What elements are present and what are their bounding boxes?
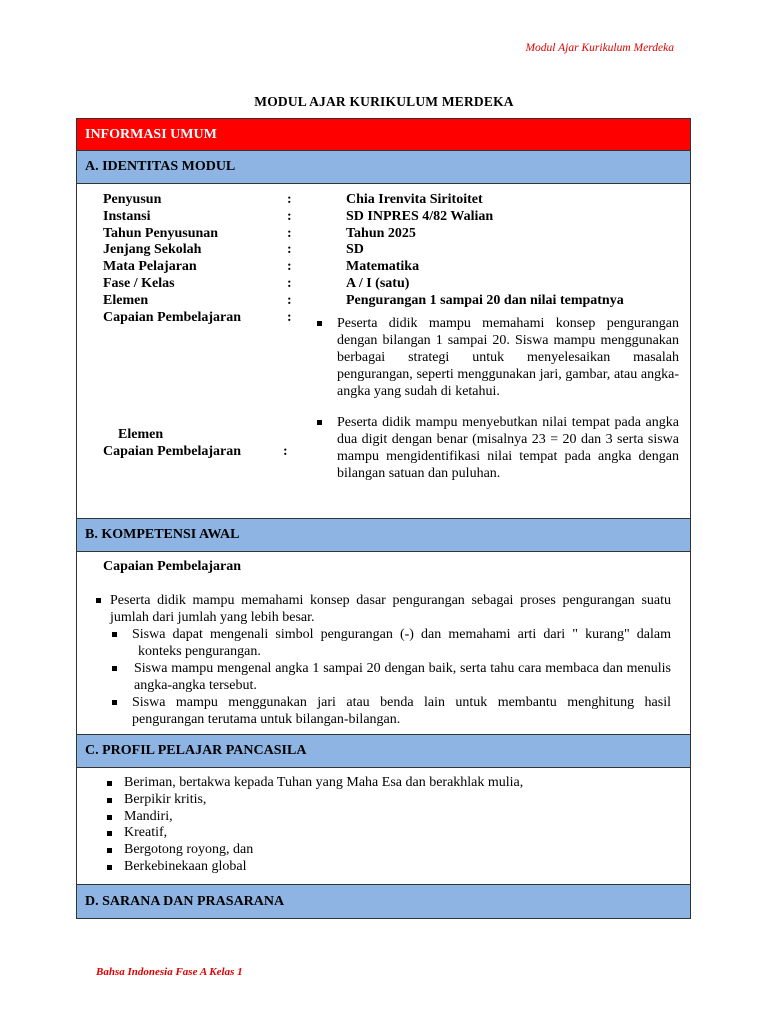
identity-label: Instansi — [103, 209, 151, 224]
list-item — [112, 694, 671, 728]
identity-row — [103, 208, 673, 225]
bullet-square-icon — [107, 798, 112, 803]
identity-label: Capaian Pembelajaran — [103, 310, 242, 325]
identity-colon: : — [287, 276, 292, 291]
list-item-text: Bergotong royong, dan — [124, 842, 254, 858]
list-item — [105, 792, 523, 809]
list-item — [112, 660, 671, 694]
list-item — [105, 775, 523, 792]
bullet-square-icon — [107, 781, 112, 786]
identity-label: Penyusun — [103, 192, 162, 207]
module-table — [76, 118, 691, 919]
running-header: Modul Ajar Kurikulum Merdeka — [525, 42, 674, 54]
capaian-bullet-1 — [317, 315, 679, 400]
list-item-text: Siswa mampu menggunakan jari atau benda lain untuk membantu menghitung hasil pengurangan terutama untuk bilangan-bilangan. — [132, 695, 671, 727]
identity-row — [103, 292, 673, 309]
identity-value: Pengurangan 1 sampai 20 dan nilai tempatnya — [346, 293, 624, 308]
section-kompetensi-awal: B. KOMPETENSI AWAL — [77, 519, 690, 552]
running-footer: Bahsa Indonesia Fase A Kelas 1 — [96, 966, 243, 978]
elemen-2-label: Elemen — [118, 427, 164, 442]
identity-colon: : — [287, 310, 292, 325]
list-item — [105, 825, 523, 842]
bullet-square-icon — [317, 420, 322, 425]
section-identitas-modul: A. IDENTITAS MODUL — [77, 151, 690, 184]
section-informasi-umum: INFORMASI UMUM — [77, 119, 690, 151]
list-item-text: Mandiri, — [124, 808, 173, 824]
profil-list — [105, 775, 523, 876]
profil-pelajar-body — [77, 768, 690, 885]
kompetensi-awal-body — [77, 552, 690, 735]
bullet-square-icon — [112, 700, 117, 705]
capaian-bullet-2 — [317, 414, 679, 482]
bullet-square-icon — [112, 632, 117, 637]
capaian-text-2: Peserta didik mampu menyebutkan nilai tempat pada angka dua digit dengan benar (misalnya 23 = 20 dan 3 serta siswa mampu mengidentifikasi nilai tempat pada angka dengan bilangan satuan dan puluhan. — [337, 415, 679, 481]
identity-colon: : — [283, 444, 288, 459]
identity-colon: : — [287, 293, 292, 308]
list-item-text: Kreatif, — [124, 825, 168, 841]
list-item-text: Peserta didik mampu memahami konsep dasar pengurangan sebagai proses pengurangan suatu jumlah dari jumlah yang lebih besar. — [110, 593, 671, 625]
identity-row — [103, 191, 673, 208]
identitas-modul-body — [77, 184, 690, 519]
identity-colon: : — [287, 192, 292, 207]
identity-label: Mata Pelajaran — [103, 259, 197, 274]
list-item — [112, 626, 671, 660]
kompetensi-label: Capaian Pembelajaran — [103, 559, 242, 574]
identity-row — [103, 241, 673, 258]
identity-value: SD — [346, 242, 364, 257]
bullet-square-icon — [107, 848, 112, 853]
list-item-text: Siswa mampu mengenal angka 1 sampai 20 dengan baik, serta tahu cara membaca dan menulis angka-angka tersebut. — [134, 661, 671, 693]
identity-label: Jenjang Sekolah — [103, 242, 202, 257]
list-item-text: Siswa dapat mengenali simbol pengurangan (-) dan memahami arti dari " kurang" dalam konteks pengurangan. — [132, 627, 671, 659]
bullet-square-icon — [96, 598, 101, 603]
list-item — [91, 592, 671, 626]
identity-label: Tahun Penyusunan — [103, 226, 219, 241]
bullet-square-icon — [107, 831, 112, 836]
identity-value: A / I (satu) — [346, 276, 410, 291]
bullet-square-icon — [107, 815, 112, 820]
identity-colon: : — [287, 242, 292, 257]
capaian-2-label: Capaian Pembelajaran — [103, 444, 242, 459]
identity-value: Chia Irenvita Siritoitet — [346, 192, 483, 207]
document-title: MODUL AJAR KURIKULUM MERDEKA — [254, 94, 514, 109]
list-item-text: Beriman, bertakwa kepada Tuhan yang Maha Esa dan berakhlak mulia, — [124, 775, 524, 790]
list-item-text: Berkebinekaan global — [124, 858, 247, 874]
capaian-text-1: Peserta didik mampu memahami konsep pengurangan dengan bilangan 1 sampai 20. Siswa mampu menggunakan berbagai strategi untuk menyelesaikan masalah pengurangan, seperti menggunakan jari, gambar, atau angka- angka yang sudah di ketahui. — [337, 316, 679, 399]
identity-label: Elemen — [103, 293, 149, 308]
identity-row — [103, 258, 673, 275]
section-sarana-prasarana: D. SARANA DAN PRASARANA — [77, 885, 690, 918]
identity-row — [103, 225, 673, 242]
kompetensi-list — [91, 592, 671, 728]
bullet-square-icon — [317, 321, 322, 326]
identity-value: Matematika — [346, 259, 420, 274]
identity-value: Tahun 2025 — [346, 226, 416, 241]
list-item-text: Berpikir kritis, — [124, 791, 207, 807]
bullet-square-icon — [107, 865, 112, 870]
identity-colon: : — [287, 259, 292, 274]
identity-colon: : — [287, 209, 292, 224]
list-item — [105, 809, 523, 826]
list-item — [105, 842, 523, 859]
identity-label: Fase / Kelas — [103, 276, 175, 291]
list-item — [105, 859, 523, 876]
identity-colon: : — [287, 226, 292, 241]
section-profil-pelajar-pancasila: C. PROFIL PELAJAR PANCASILA — [77, 735, 690, 768]
bullet-square-icon — [112, 666, 117, 671]
identity-value: SD INPRES 4/82 Walian — [346, 209, 494, 224]
identity-row — [103, 275, 673, 292]
